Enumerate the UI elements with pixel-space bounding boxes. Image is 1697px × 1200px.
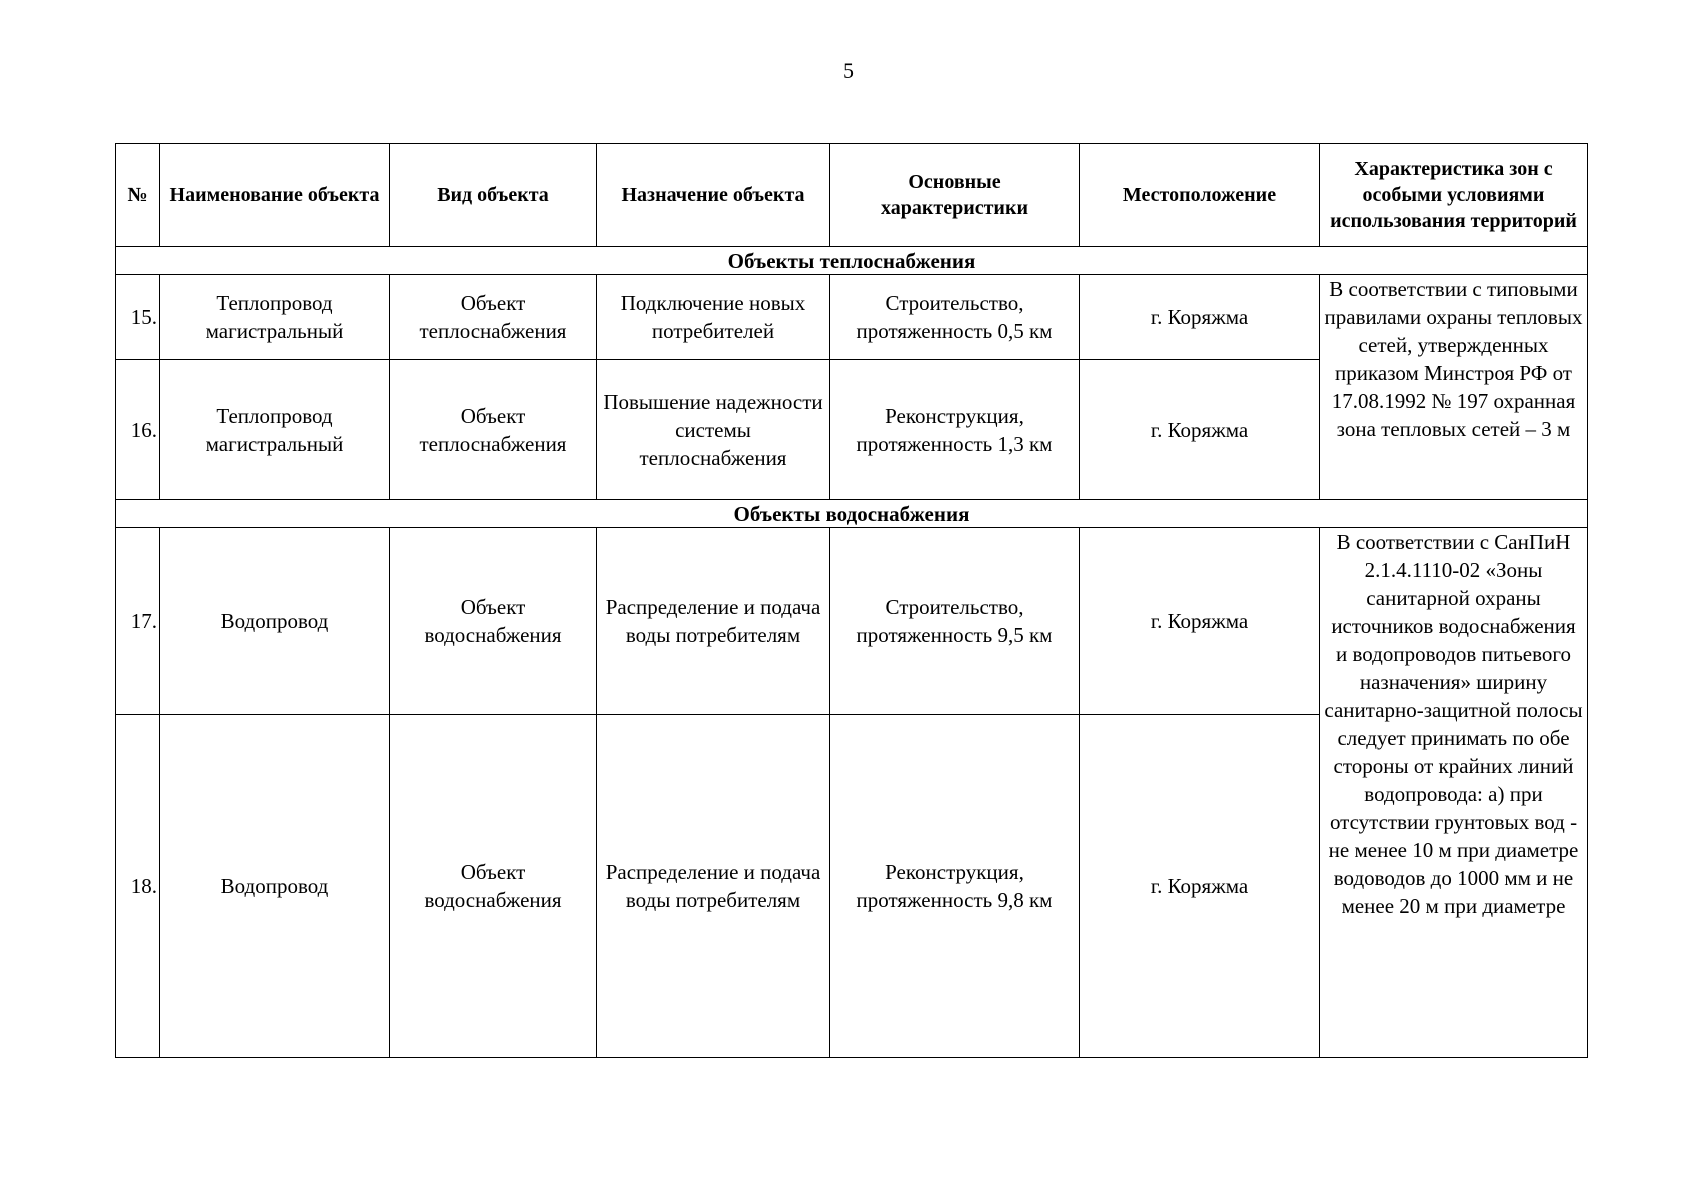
header-location: Местоположение — [1080, 144, 1320, 247]
zone-characteristics — [1320, 528, 1588, 1058]
object-characteristics: Реконструкция, протяженность 9,8 км — [830, 715, 1080, 1058]
object-purpose: Повышение надежности системы теплоснабжения — [597, 360, 830, 500]
header-purpose: Назначение объекта — [597, 144, 830, 247]
object-purpose: Распределение и подача воды потребителям — [597, 528, 830, 715]
zone-text: В соответствии с типовыми правилами охраны тепловых сетей, утвержденных приказом Минстроя РФ от 17.08.1992 № 197 охранная зона тепловых сетей – 3 м — [1324, 277, 1583, 441]
object-name: Водопровод — [160, 715, 390, 1058]
object-purpose: Распределение и подача воды потребителям — [597, 715, 830, 1058]
object-name: Теплопровод магистральный — [160, 360, 390, 500]
header-type: Вид объекта — [390, 144, 597, 247]
object-characteristics: Строительство, протяженность 0,5 км — [830, 275, 1080, 360]
zone-text: В соответствии с СанПиН 2.1.4.1110-02 «Зоны санитарной охраны источников водоснабжения и водопроводов питьевого назначения» ширину санитарно-защитной полосы следует принимать по обе стороны от крайних линий водопровода: а) при отсутствии грунтовых вод - не менее 10 м при диаметре водоводов до 1000 мм и не менее 20 м при диаметре — [1324, 530, 1583, 918]
object-name: Водопровод — [160, 528, 390, 715]
row-number: 16. — [116, 360, 160, 500]
header-name: Наименование объекта — [160, 144, 390, 247]
object-type: Объект теплоснабжения — [390, 360, 597, 500]
row-number: 17. — [116, 528, 160, 715]
table-row — [116, 275, 1588, 360]
section-heat-supply — [116, 247, 1588, 275]
object-characteristics: Строительство, протяженность 9,5 км — [830, 528, 1080, 715]
table-header-row — [116, 144, 1588, 247]
object-location: г. Коряжма — [1080, 275, 1320, 360]
section-title: Объекты водоснабжения — [116, 500, 1588, 528]
row-number: 18. — [116, 715, 160, 1058]
objects-table — [115, 143, 1588, 1058]
object-characteristics: Реконструкция, протяженность 1,3 км — [830, 360, 1080, 500]
object-type: Объект теплоснабжения — [390, 275, 597, 360]
object-type: Объект водоснабжения — [390, 715, 597, 1058]
section-title: Объекты теплоснабжения — [116, 247, 1588, 275]
header-characteristics: Основные характеристики — [830, 144, 1080, 247]
object-type: Объект водоснабжения — [390, 528, 597, 715]
object-location: г. Коряжма — [1080, 360, 1320, 500]
zone-characteristics — [1320, 275, 1588, 500]
section-water-supply — [116, 500, 1588, 528]
object-purpose: Подключение новых потребителей — [597, 275, 830, 360]
header-number: № — [116, 144, 160, 247]
object-location: г. Коряжма — [1080, 715, 1320, 1058]
page-number: 5 — [843, 58, 854, 83]
header-zones: Характеристика зон с особыми условиями использования территорий — [1320, 144, 1588, 247]
row-number: 15. — [116, 275, 160, 360]
object-name: Теплопровод магистральный — [160, 275, 390, 360]
table-row — [116, 528, 1588, 715]
object-location: г. Коряжма — [1080, 528, 1320, 715]
